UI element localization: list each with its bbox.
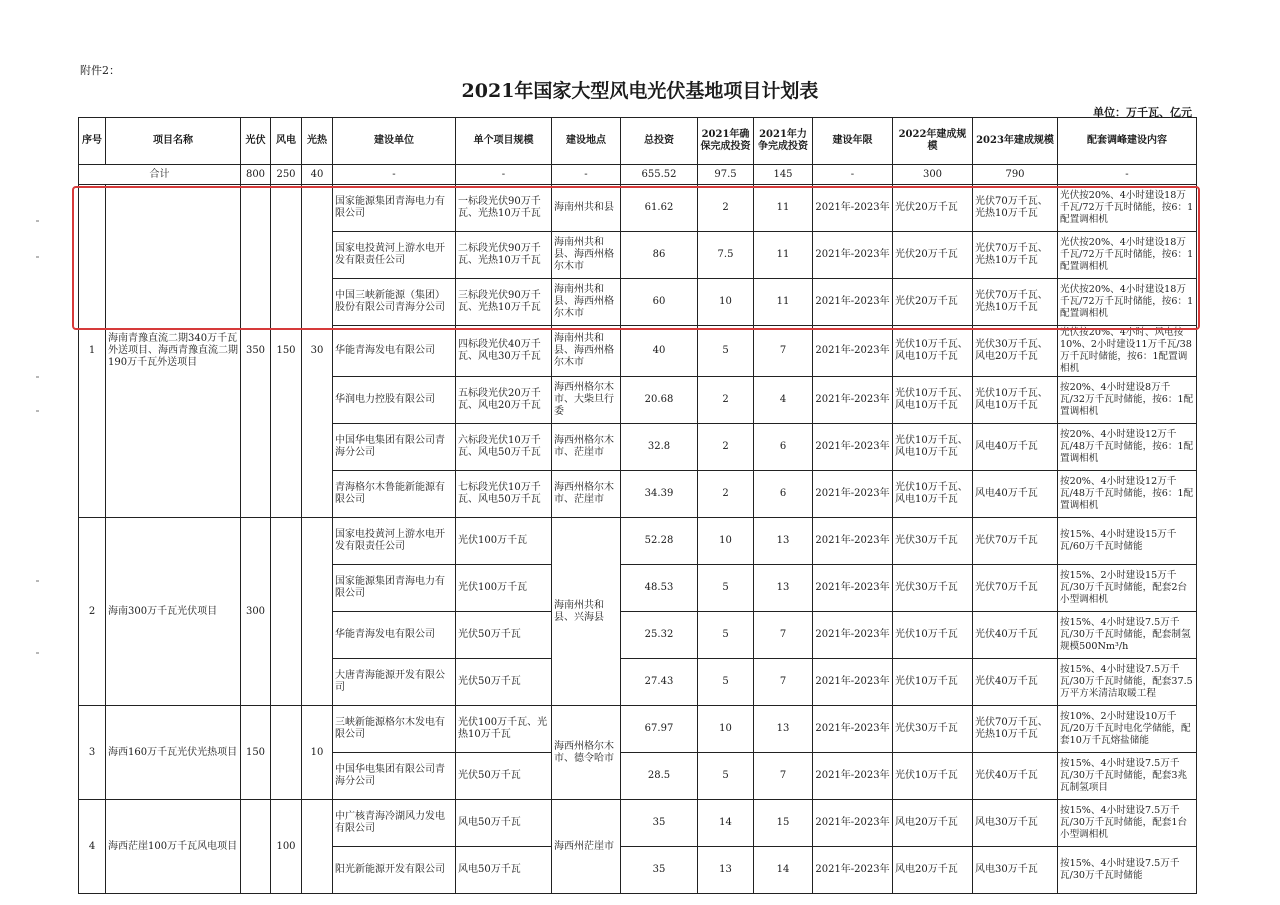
column-header: 项目名称	[106, 118, 241, 165]
scale-2023: 光伏70万千瓦、光热10万千瓦	[973, 232, 1058, 279]
table-row	[79, 185, 1197, 232]
project-number: 4	[79, 800, 106, 894]
construction-unit: 国家能源集团青海电力有限公司	[333, 565, 456, 612]
peak-regulation-content: 按20%、4小时建设8万千瓦/32万千瓦时储能，按6：1配置调相机	[1058, 377, 1197, 424]
construction-location: 海西州格尔木市、茫崖市	[552, 471, 621, 518]
scale-2023: 光伏40万千瓦	[973, 612, 1058, 659]
project-thermal	[302, 800, 333, 894]
total-investment: 27.43	[621, 659, 698, 706]
project-wind: 100	[271, 800, 302, 894]
total-investment: 35	[621, 847, 698, 894]
construction-unit: 华能青海发电有限公司	[333, 326, 456, 377]
scale-2022: 光伏10万千瓦、风电10万千瓦	[893, 424, 973, 471]
ensured-investment-2021: 13	[698, 847, 754, 894]
ensured-investment-2021: 10	[698, 706, 754, 753]
scale-2022: 光伏10万千瓦	[893, 753, 973, 800]
total-ensure: 97.5	[698, 165, 754, 185]
construction-unit: 国家电投黄河上游水电开发有限责任公司	[333, 518, 456, 565]
project-wind	[271, 706, 302, 800]
construction-location: 海南州共和县	[552, 185, 621, 232]
targeted-investment-2021: 11	[754, 279, 813, 326]
project-name: 海西160万千瓦光伏光热项目	[106, 706, 241, 800]
scale-2022: 光伏20万千瓦	[893, 185, 973, 232]
peak-regulation-content: 光伏按20%、4小时建设18万千瓦/72万千瓦时储能，按6：1配置调相机	[1058, 232, 1197, 279]
total-investment: 34.39	[621, 471, 698, 518]
attachment-label: 附件2：	[80, 64, 120, 77]
construction-period: 2021年-2023年	[813, 185, 893, 232]
column-header: 单个项目规模	[456, 118, 552, 165]
ensured-investment-2021: 2	[698, 471, 754, 518]
scale-2022: 光伏30万千瓦	[893, 565, 973, 612]
total-y2023: 790	[973, 165, 1058, 185]
construction-location: 海西州茫崖市	[552, 800, 621, 894]
peak-regulation-content: 按15%、2小时建设15万千瓦/30万千瓦时储能，配套2台小型调相机	[1058, 565, 1197, 612]
construction-unit: 阳光新能源开发有限公司	[333, 847, 456, 894]
construction-period: 2021年-2023年	[813, 232, 893, 279]
project-number: 3	[79, 706, 106, 800]
peak-regulation-content: 光伏按20%、4小时建设18万千瓦/72万千瓦时储能，按6：1配置调相机	[1058, 279, 1197, 326]
column-header: 2021年力争完成投资	[754, 118, 813, 165]
ensured-investment-2021: 2	[698, 185, 754, 232]
project-plan-table	[78, 117, 1197, 894]
project-scale: 七标段光伏10万千瓦、风电50万千瓦	[456, 471, 552, 518]
scale-2023: 光伏40万千瓦	[973, 753, 1058, 800]
construction-location: 海南州共和县、兴海县	[552, 518, 621, 706]
total-investment: 28.5	[621, 753, 698, 800]
scan-specks	[36, 220, 50, 820]
total-label: 合计	[79, 165, 241, 185]
construction-period: 2021年-2023年	[813, 326, 893, 377]
scale-2023: 风电40万千瓦	[973, 424, 1058, 471]
column-header: 配套调峰建设内容	[1058, 118, 1197, 165]
total-investment: 35	[621, 800, 698, 847]
scale-2023: 光伏40万千瓦	[973, 659, 1058, 706]
construction-unit: 华润电力控股有限公司	[333, 377, 456, 424]
project-scale: 光伏100万千瓦	[456, 565, 552, 612]
construction-period: 2021年-2023年	[813, 471, 893, 518]
ensured-investment-2021: 10	[698, 279, 754, 326]
project-wind	[271, 518, 302, 706]
targeted-investment-2021: 7	[754, 326, 813, 377]
construction-location: 海南州共和县、海西州格尔木市	[552, 326, 621, 377]
total-invest: 655.52	[621, 165, 698, 185]
column-header: 2023年建成规模	[973, 118, 1058, 165]
peak-regulation-content: 按10%、2小时建设10万千瓦/20万千瓦时电化学储能，配套10万千瓦熔盐储能	[1058, 706, 1197, 753]
construction-period: 2021年-2023年	[813, 847, 893, 894]
peak-regulation-content: 按20%、4小时建设12万千瓦/48万千瓦时储能，按6：1配置调相机	[1058, 471, 1197, 518]
construction-period: 2021年-2023年	[813, 518, 893, 565]
total-pv: 800	[241, 165, 271, 185]
column-header: 光伏	[241, 118, 271, 165]
total-investment: 86	[621, 232, 698, 279]
total-scale: -	[456, 165, 552, 185]
scale-2022: 光伏30万千瓦	[893, 518, 973, 565]
header-row	[79, 118, 1197, 165]
scale-2022: 光伏10万千瓦、风电10万千瓦	[893, 326, 973, 377]
column-header: 建设地点	[552, 118, 621, 165]
construction-unit: 华能青海发电有限公司	[333, 612, 456, 659]
document-title: 2021年国家大型风电光伏基地项目计划表	[461, 80, 819, 102]
scale-2022: 风电20万千瓦	[893, 847, 973, 894]
ensured-investment-2021: 10	[698, 518, 754, 565]
targeted-investment-2021: 11	[754, 185, 813, 232]
project-name: 海南青豫直流二期340万千瓦外送项目、海西青豫直流二期190万千瓦外送项目	[106, 185, 241, 518]
scale-2022: 光伏20万千瓦	[893, 232, 973, 279]
scale-2023: 光伏30万千瓦、风电20万千瓦	[973, 326, 1058, 377]
construction-unit: 三峡新能源格尔木发电有限公司	[333, 706, 456, 753]
targeted-investment-2021: 7	[754, 753, 813, 800]
construction-location: 海南州共和县、海西州格尔木市	[552, 232, 621, 279]
ensured-investment-2021: 5	[698, 659, 754, 706]
total-peak: -	[1058, 165, 1197, 185]
column-header: 总投资	[621, 118, 698, 165]
total-investment: 52.28	[621, 518, 698, 565]
project-pv: 300	[241, 518, 271, 706]
total-wind: 250	[271, 165, 302, 185]
construction-unit: 中国华电集团有限公司青海分公司	[333, 424, 456, 471]
construction-period: 2021年-2023年	[813, 800, 893, 847]
scale-2022: 光伏10万千瓦、风电10万千瓦	[893, 377, 973, 424]
construction-unit: 中国三峡新能源（集团）股份有限公司青海分公司	[333, 279, 456, 326]
ensured-investment-2021: 2	[698, 377, 754, 424]
project-scale: 光伏50万千瓦	[456, 753, 552, 800]
construction-period: 2021年-2023年	[813, 279, 893, 326]
project-scale: 风电50万千瓦	[456, 847, 552, 894]
project-scale: 五标段光伏20万千瓦、风电20万千瓦	[456, 377, 552, 424]
scale-2023: 光伏70万千瓦	[973, 518, 1058, 565]
peak-regulation-content: 按15%、4小时建设7.5万千瓦/30万千瓦时储能，配套3兆瓦制氢项目	[1058, 753, 1197, 800]
scale-2022: 光伏10万千瓦	[893, 612, 973, 659]
total-thermal: 40	[302, 165, 333, 185]
ensured-investment-2021: 2	[698, 424, 754, 471]
construction-period: 2021年-2023年	[813, 753, 893, 800]
targeted-investment-2021: 7	[754, 612, 813, 659]
construction-location: 海西州格尔木市、茫崖市	[552, 424, 621, 471]
ensured-investment-2021: 5	[698, 565, 754, 612]
project-name: 海南300万千瓦光伏项目	[106, 518, 241, 706]
peak-regulation-content: 按15%、4小时建设7.5万千瓦/30万千瓦时储能，配套37.5万平方米清洁取暖工程	[1058, 659, 1197, 706]
construction-period: 2021年-2023年	[813, 659, 893, 706]
peak-regulation-content: 按20%、4小时建设12万千瓦/48万千瓦时储能，按6：1配置调相机	[1058, 424, 1197, 471]
table-row	[79, 800, 1197, 847]
construction-location: 海西州格尔木市、大柴旦行委	[552, 377, 621, 424]
column-header: 2022年建成规模	[893, 118, 973, 165]
total-investment: 60	[621, 279, 698, 326]
total-period: -	[813, 165, 893, 185]
peak-regulation-content: 光伏按20%、4小时、风电按10%、2小时建设11万千瓦/38万千瓦时储能，按6：1配置调相机	[1058, 326, 1197, 377]
unit-note: 单位：万千瓦、亿元	[1093, 106, 1192, 119]
scale-2023: 风电30万千瓦	[973, 800, 1058, 847]
construction-location: 海南州共和县、海西州格尔木市	[552, 279, 621, 326]
project-scale: 光伏100万千瓦	[456, 518, 552, 565]
project-thermal: 30	[302, 185, 333, 518]
project-scale: 光伏50万千瓦	[456, 659, 552, 706]
project-pv: 150	[241, 706, 271, 800]
total-investment: 25.32	[621, 612, 698, 659]
table-row	[79, 706, 1197, 753]
project-wind: 150	[271, 185, 302, 518]
total-location: -	[552, 165, 621, 185]
scale-2022: 光伏10万千瓦、风电10万千瓦	[893, 471, 973, 518]
construction-unit: 青海格尔木鲁能新能源有限公司	[333, 471, 456, 518]
targeted-investment-2021: 13	[754, 706, 813, 753]
column-header: 建设单位	[333, 118, 456, 165]
total-investment: 32.8	[621, 424, 698, 471]
total-investment: 67.97	[621, 706, 698, 753]
construction-unit: 中广核青海冷湖风力发电有限公司	[333, 800, 456, 847]
targeted-investment-2021: 11	[754, 232, 813, 279]
scale-2023: 风电40万千瓦	[973, 471, 1058, 518]
construction-period: 2021年-2023年	[813, 565, 893, 612]
scale-2023: 光伏70万千瓦、光热10万千瓦	[973, 706, 1058, 753]
scale-2023: 光伏70万千瓦、光热10万千瓦	[973, 185, 1058, 232]
scale-2023: 光伏70万千瓦	[973, 565, 1058, 612]
column-header: 光热	[302, 118, 333, 165]
targeted-investment-2021: 7	[754, 659, 813, 706]
peak-regulation-content: 按15%、4小时建设15万千瓦/60万千瓦时储能	[1058, 518, 1197, 565]
project-scale: 一标段光伏90万千瓦、光热10万千瓦	[456, 185, 552, 232]
total-investment: 20.68	[621, 377, 698, 424]
project-scale: 三标段光伏90万千瓦、光热10万千瓦	[456, 279, 552, 326]
ensured-investment-2021: 14	[698, 800, 754, 847]
column-header: 2021年确保完成投资	[698, 118, 754, 165]
total-investment: 40	[621, 326, 698, 377]
construction-unit: 国家电投黄河上游水电开发有限责任公司	[333, 232, 456, 279]
project-name: 海西茫崖100万千瓦风电项目	[106, 800, 241, 894]
peak-regulation-content: 按15%、4小时建设7.5万千瓦/30万千瓦时储能	[1058, 847, 1197, 894]
total-investment: 61.62	[621, 185, 698, 232]
construction-period: 2021年-2023年	[813, 424, 893, 471]
peak-regulation-content: 按15%、4小时建设7.5万千瓦/30万千瓦时储能，配套1台小型调相机	[1058, 800, 1197, 847]
targeted-investment-2021: 15	[754, 800, 813, 847]
project-thermal: 10	[302, 706, 333, 800]
ensured-investment-2021: 5	[698, 753, 754, 800]
scale-2022: 光伏10万千瓦	[893, 659, 973, 706]
scale-2023: 风电30万千瓦	[973, 847, 1058, 894]
project-scale: 风电50万千瓦	[456, 800, 552, 847]
construction-unit: 国家能源集团青海电力有限公司	[333, 185, 456, 232]
construction-period: 2021年-2023年	[813, 377, 893, 424]
project-scale: 光伏50万千瓦	[456, 612, 552, 659]
ensured-investment-2021: 5	[698, 612, 754, 659]
peak-regulation-content: 按15%、4小时建设7.5万千瓦/30万千瓦时储能，配套制氢规模500Nm³/h	[1058, 612, 1197, 659]
table-row	[79, 518, 1197, 565]
total-unit: -	[333, 165, 456, 185]
targeted-investment-2021: 6	[754, 471, 813, 518]
targeted-investment-2021: 14	[754, 847, 813, 894]
scale-2022: 光伏30万千瓦	[893, 706, 973, 753]
total-y2022: 300	[893, 165, 973, 185]
project-scale: 四标段光伏40万千瓦、风电30万千瓦	[456, 326, 552, 377]
targeted-investment-2021: 13	[754, 565, 813, 612]
project-pv	[241, 800, 271, 894]
targeted-investment-2021: 6	[754, 424, 813, 471]
column-header: 建设年限	[813, 118, 893, 165]
targeted-investment-2021: 4	[754, 377, 813, 424]
project-number: 2	[79, 518, 106, 706]
construction-unit: 中国华电集团有限公司青海分公司	[333, 753, 456, 800]
ensured-investment-2021: 7.5	[698, 232, 754, 279]
construction-period: 2021年-2023年	[813, 612, 893, 659]
project-thermal	[302, 518, 333, 706]
scale-2022: 光伏20万千瓦	[893, 279, 973, 326]
targeted-investment-2021: 13	[754, 518, 813, 565]
ensured-investment-2021: 5	[698, 326, 754, 377]
construction-period: 2021年-2023年	[813, 706, 893, 753]
column-header: 序号	[79, 118, 106, 165]
project-number: 1	[79, 185, 106, 518]
total-strive: 145	[754, 165, 813, 185]
construction-unit: 大唐青海能源开发有限公司	[333, 659, 456, 706]
project-scale: 光伏100万千瓦、光热10万千瓦	[456, 706, 552, 753]
construction-location: 海西州格尔木市、德令哈市	[552, 706, 621, 800]
project-pv: 350	[241, 185, 271, 518]
scale-2023: 光伏70万千瓦、光热10万千瓦	[973, 279, 1058, 326]
scale-2023: 光伏10万千瓦、风电10万千瓦	[973, 377, 1058, 424]
project-scale: 二标段光伏90万千瓦、光热10万千瓦	[456, 232, 552, 279]
peak-regulation-content: 光伏按20%、4小时建设18万千瓦/72万千瓦时储能，按6：1配置调相机	[1058, 185, 1197, 232]
project-scale: 六标段光伏10万千瓦、风电50万千瓦	[456, 424, 552, 471]
scale-2022: 风电20万千瓦	[893, 800, 973, 847]
column-header: 风电	[271, 118, 302, 165]
total-investment: 48.53	[621, 565, 698, 612]
total-row	[79, 165, 1197, 185]
